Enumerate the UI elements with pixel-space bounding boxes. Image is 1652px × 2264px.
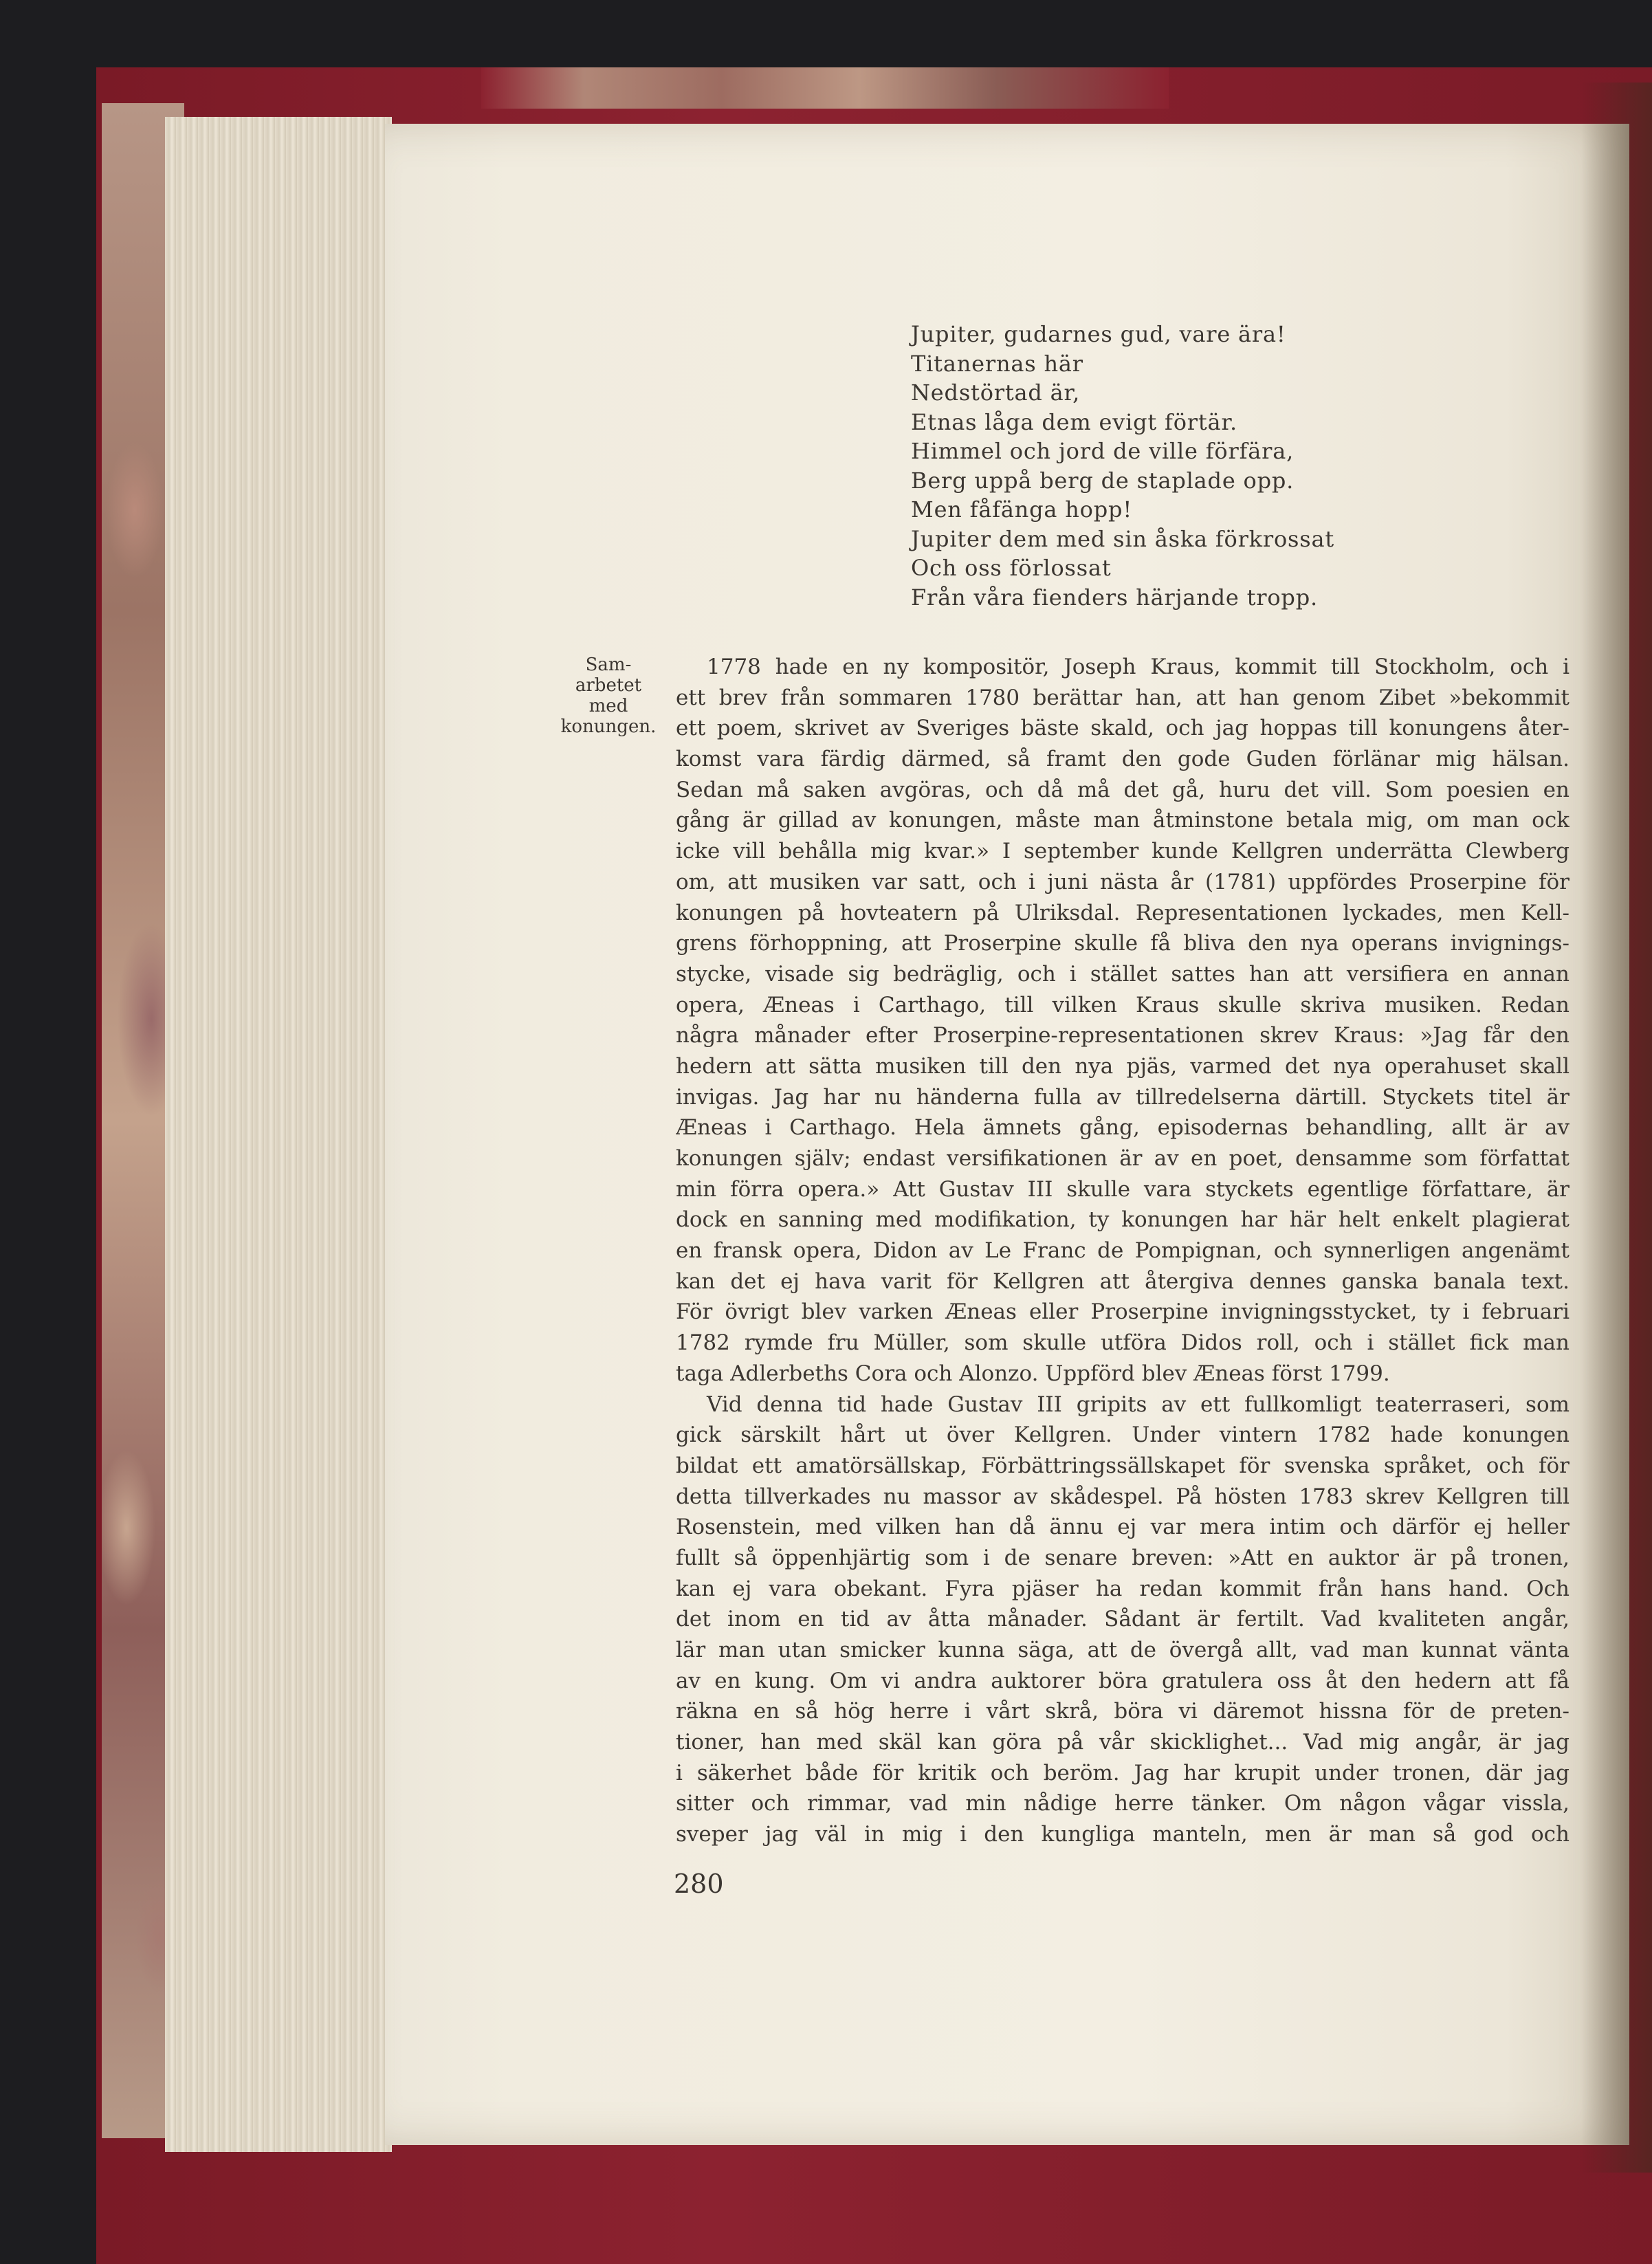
text-line: gång är gillad av konungen, måste man åtminstone betala mig, om man ock (676, 808, 1570, 833)
text-line: För övrigt blev varken Æneas eller Proserpine invigningsstycket, ty i februari (676, 1299, 1570, 1325)
text-line: invigas. Jag har nu händerna fulla av tillredelserna därtill. Styckets titel är (676, 1084, 1570, 1110)
text-line: kan det ej hava varit för Kellgren att återgiva dennes ganska banala text. (676, 1268, 1570, 1294)
poem-stanza (911, 320, 1334, 612)
text-line: 1782 rymde fru Müller, som skulle utföra Didos roll, och i stället fick man (676, 1330, 1570, 1356)
poem-line: Nedstörtad är, (911, 380, 1081, 406)
poem-line: Himmel och jord de ville förfära, (911, 438, 1295, 464)
text-line: fullt så öppenhjärtig som i de senare breven: »Att en auktor är på tronen, (676, 1545, 1570, 1570)
text-line: detta tillverkades nu massor av skådespel. På hösten 1783 skrev Kellgren till (676, 1484, 1570, 1509)
text-line: några månader efter Proserpine-representationen skrev Kraus: »Jag får den (676, 1023, 1570, 1048)
text-line: ett poem, skrivet av Sveriges bäste skald, och jag hoppas till konungens åter- (676, 716, 1570, 741)
text-line: ett brev från sommaren 1780 berättar han, att han genom Zibet »bekommit (676, 685, 1570, 710)
text-line: Vid denna tid hade Gustav III gripits av ett fullkomligt teaterraseri, som (707, 1392, 1570, 1417)
margin-note-line: arbetet (575, 675, 642, 696)
text-line: hedern att sätta musiken till den nya pjäs, varmed det nya operahuset skall (676, 1053, 1570, 1079)
margin-note-line: Sam- (585, 655, 632, 675)
text-line: komst vara färdig därmed, så framt den gode Guden förlänar mig hälsan. (676, 747, 1570, 772)
text-line: sveper jag väl in mig i den kungliga manteln, men är man så god och (676, 1822, 1570, 1847)
poem-line: Men fåfänga hopp! (911, 496, 1132, 523)
text-line: dock en sanning med modifikation, ty konungen har här helt enkelt plagierat (676, 1207, 1570, 1233)
text-line: gick särskilt hårt ut över Kellgren. Under vintern 1782 hade konungen (676, 1422, 1570, 1448)
poem-line: Jupiter dem med sin åska förkrossat (911, 525, 1335, 552)
text-line: en fransk opera, Didon av Le Franc de Pompignan, och synnerligen angenämt (676, 1238, 1570, 1264)
text-line: bildat ett amatörsällskap, Förbättringssällskapet för svenska språket, och för (676, 1453, 1570, 1478)
text-line: 1778 hade en ny kompositör, Joseph Kraus, kommit till Stockholm, och i (707, 655, 1570, 679)
page-block-edges (165, 117, 392, 2152)
text-line: konungen själv; endast versifikationen är av en poet, densamme som författat (676, 1146, 1570, 1171)
text-line: kan ej vara obekant. Fyra pjäser ha redan kommit från hans hand. Och (676, 1576, 1570, 1601)
text-line: grens förhoppning, att Proserpine skulle få bliva den nya operans invignings- (676, 931, 1570, 956)
text-line: om, att musiken var satt, och i juni nästa år (1781) uppfördes Proserpine för (676, 869, 1570, 894)
page-gutter-shadow (1581, 83, 1652, 2173)
text-line: lär man utan smicker kunna säga, att de övergå allt, vad man kunnat vänta (676, 1638, 1570, 1662)
text-line: Rosenstein, med vilken han då ännu ej var mera intim och därför ej heller (676, 1515, 1570, 1540)
text-line: Æneas i Carthago. Hela ämnets gång, episodernas behandling, allt är av (676, 1115, 1570, 1141)
poem-line: Titanernas här (911, 350, 1083, 377)
text-line: av en kung. Om vi andra auktorer böra gratulera oss åt den hedern att få (676, 1668, 1570, 1693)
text-line: sitter och rimmar, vad min nådige herre tänker. Om någon vågar vissla, (676, 1791, 1570, 1816)
marbled-top-edge (481, 67, 1169, 109)
text-line: det inom en tid av åtta månader. Sådant är fertilt. Vad kvaliteten angår, (676, 1607, 1570, 1632)
text-line: konungen på hovteatern på Ulriksdal. Representationen lyckades, men Kell- (676, 900, 1570, 925)
margin-note (550, 655, 667, 737)
text-line: taga Adlerbeths Cora och Alonzo. Uppförd blev Æneas först 1799. (676, 1361, 1390, 1386)
text-line: min förra opera.» Att Gustav III skulle vara styckets egentlige författare, är (676, 1176, 1570, 1202)
poem-line: Berg uppå berg de staplade opp. (911, 467, 1295, 494)
poem-line: Etnas låga dem evigt förtär. (911, 408, 1237, 435)
page-number: 280 (674, 1869, 724, 1899)
text-line: tioner, han med skäl kan göra på vår skicklighet... Vad mig angår, är jag (676, 1730, 1570, 1755)
poem-line: Och oss förlossat (911, 555, 1112, 581)
text-line: icke vill behålla mig kvar.» I september kunde Kellgren underrätta Clewberg (676, 839, 1570, 864)
margin-note-line: konungen. (560, 716, 657, 737)
margin-note-line: med (588, 696, 628, 716)
text-line: opera, Æneas i Carthago, till vilken Kraus skulle skriva musiken. Redan (676, 992, 1570, 1018)
body-text (676, 652, 1570, 1850)
text-line: Sedan må saken avgöras, och då må det gå, huru det vill. Som poesien en (676, 777, 1570, 802)
poem-line: Från våra fienders härjande tropp. (911, 584, 1318, 611)
poem-line: Jupiter, gudarnes gud, vare ära! (911, 321, 1286, 347)
text-line: i säkerhet både för kritik och beröm. Jag har krupit under tronen, där jag (676, 1760, 1570, 1785)
text-line: stycke, visade sig bedräglig, och i stället sattes han att versifiera en annan (676, 961, 1570, 987)
text-line: räkna en så hög herre i vårt skrå, böra vi däremot hissna för de preten- (676, 1699, 1570, 1724)
